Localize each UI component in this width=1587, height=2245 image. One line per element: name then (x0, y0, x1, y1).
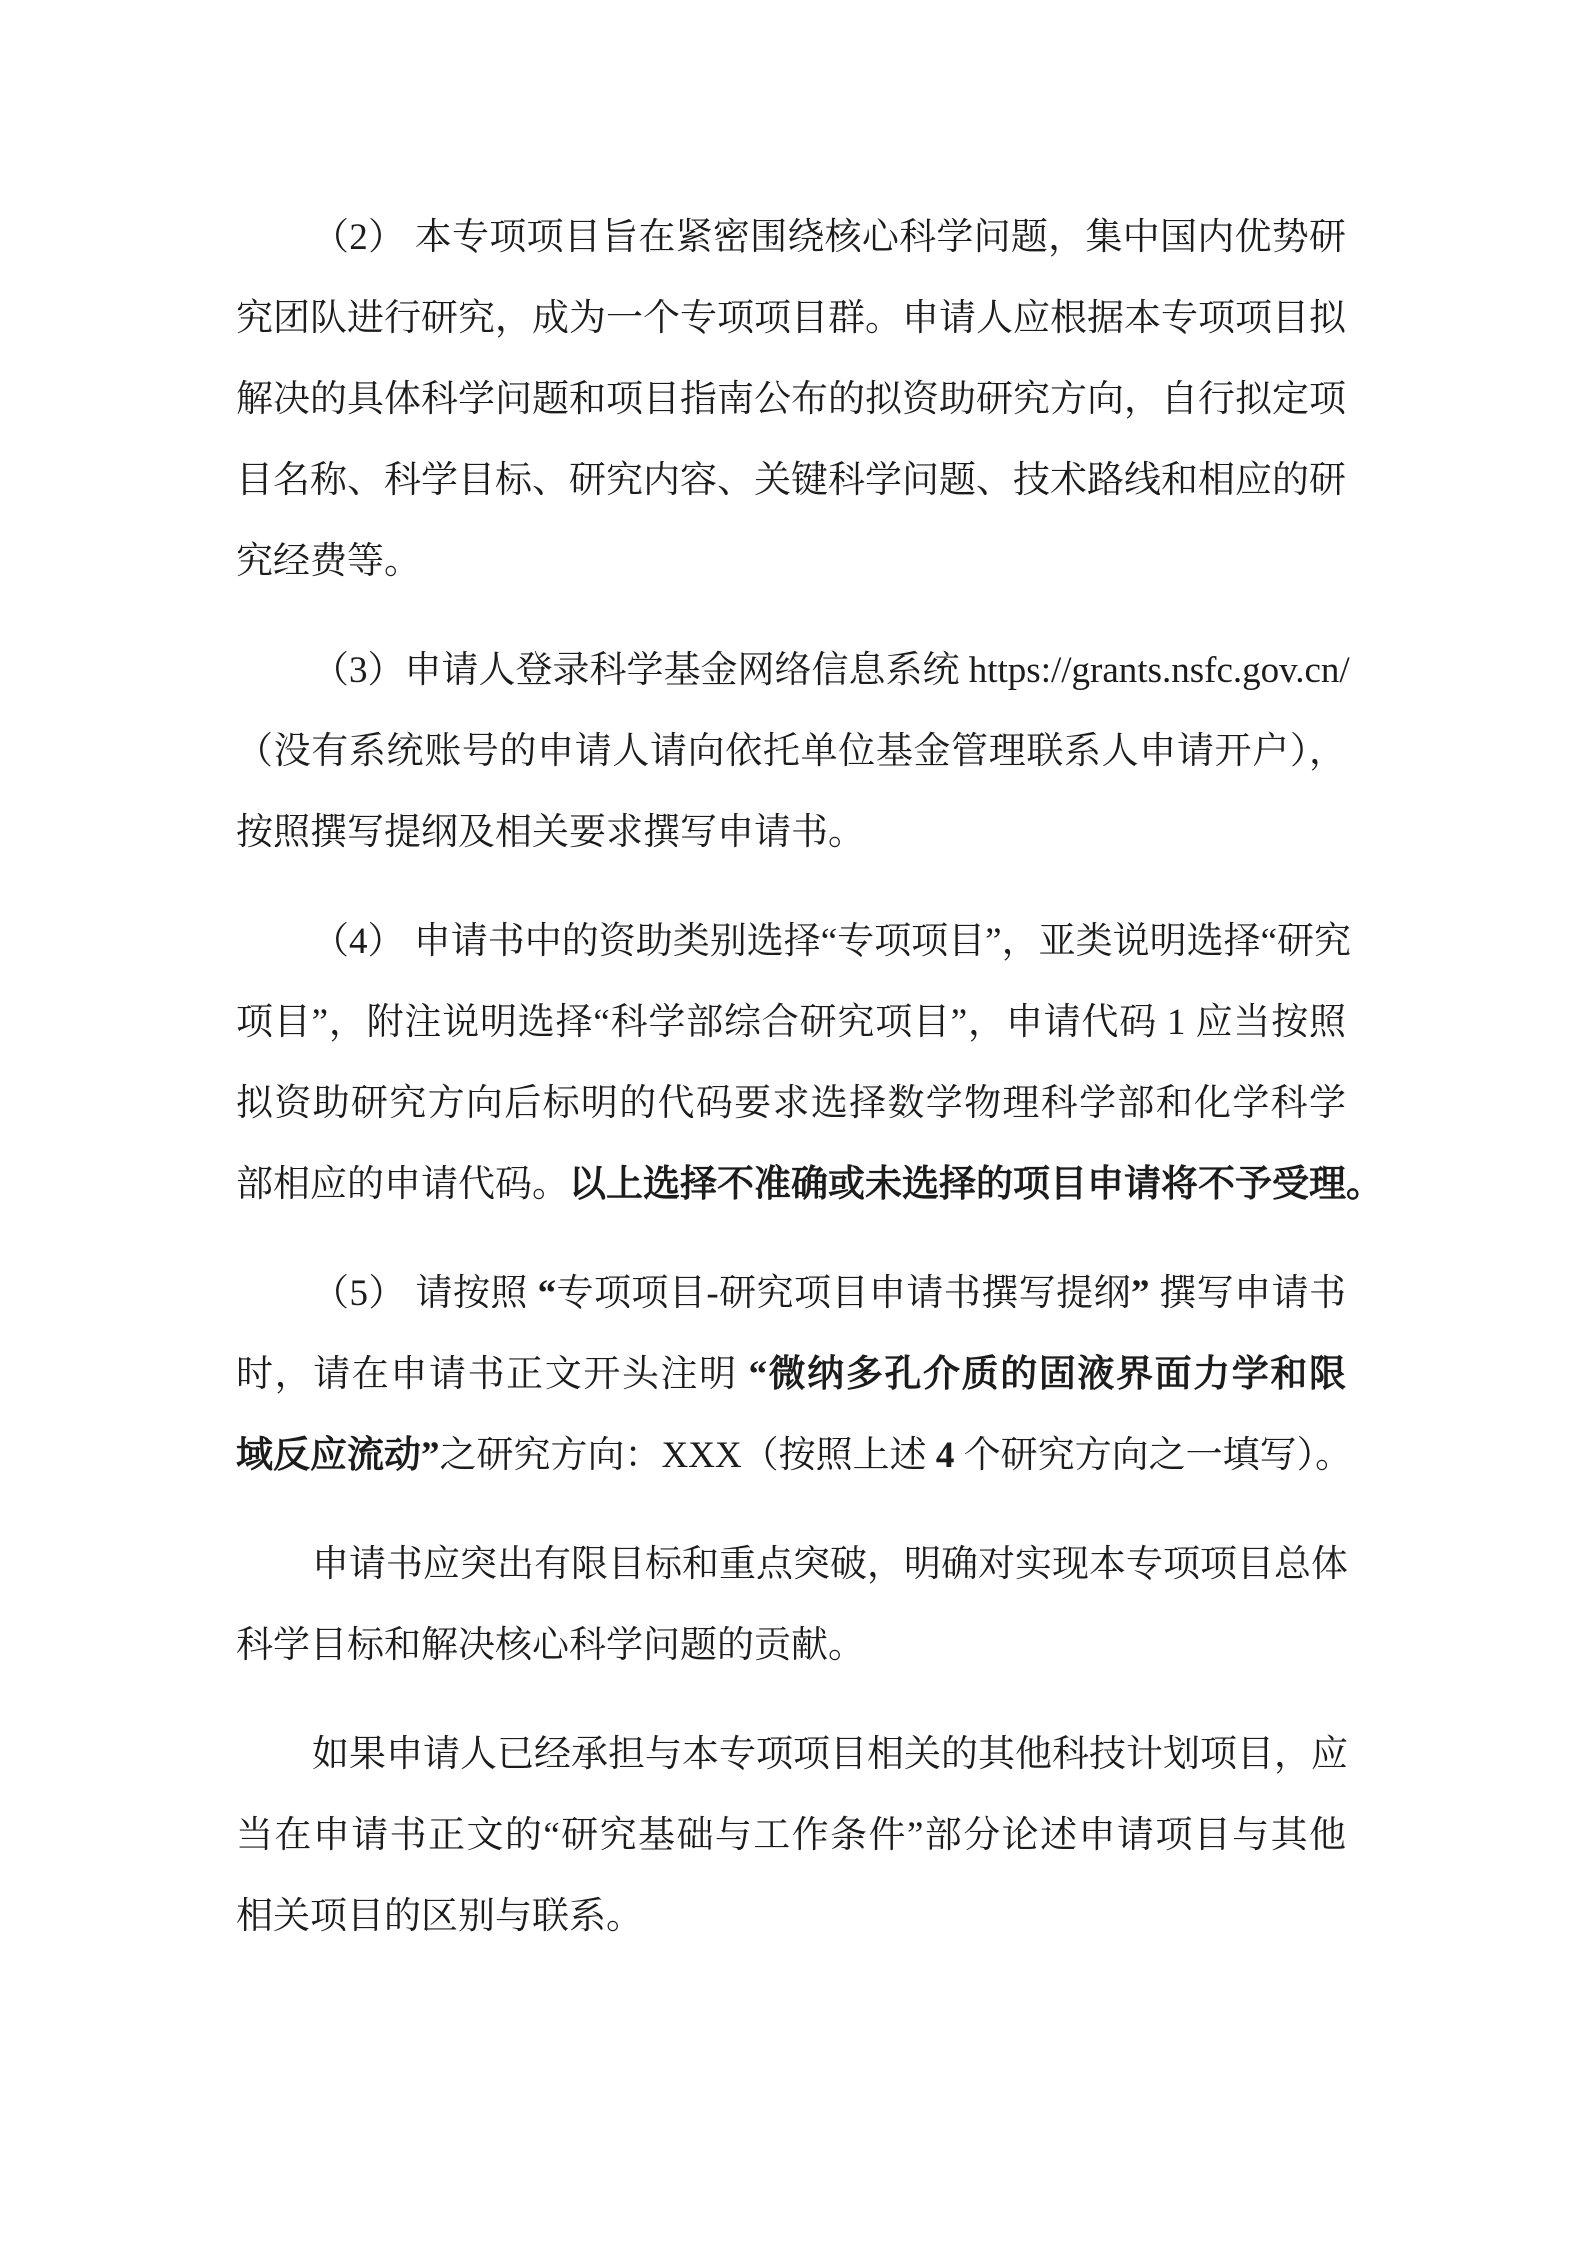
text-line (236, 982, 1346, 1063)
text-line (236, 1144, 1383, 1225)
text-line (236, 711, 1346, 792)
text-line (236, 1714, 1346, 1795)
text-run: 究团队进行研究，成为一个专项项目群。申请人应根据本专项项目拟 (236, 298, 1346, 339)
text-line (236, 1795, 1346, 1876)
text-line (236, 1524, 1346, 1605)
text-run: （4） 申请书中的资助类别选择“专项项目”，亚类说明选择“研究 (312, 921, 1352, 962)
text-run: 如果申请人已经承担与本专项项目相关的其他科技计划项目，应 (312, 1734, 1348, 1775)
text-run: 按照撰写提纲及相关要求撰写申请书。 (236, 812, 865, 853)
text-run: 申请书应突出有限目标和重点突破，明确对实现本专项项目总体 (312, 1544, 1348, 1585)
paragraph (236, 901, 1383, 1225)
text-run: （5） 请按照 (312, 1273, 538, 1314)
text-line (236, 1334, 1346, 1415)
text-run: 时，请在申请书正文开头注明 (236, 1354, 749, 1395)
document-body (236, 197, 1383, 1957)
text-line (236, 359, 1346, 440)
text-run: 解决的具体科学问题和项目指南公布的拟资助研究方向，自行拟定项 (236, 379, 1346, 420)
text-line (236, 440, 1346, 521)
text-run: （3）申请人登录科学基金网络信息系统 (312, 650, 969, 691)
text-run: 相关项目的区别与联系。 (236, 1896, 643, 1937)
text-run: 究经费等。 (236, 541, 421, 582)
text-line (236, 1063, 1346, 1144)
text-line (236, 901, 1352, 982)
url-text: https://grants.nsfc.gov.cn/ (968, 650, 1350, 691)
text-run: 科学目标和解决核心科学问题的贡献。 (236, 1625, 865, 1666)
text-run: 之研究方向：XXX（按照上述 (439, 1435, 936, 1476)
paragraph (236, 630, 1350, 873)
text-line (236, 1605, 1346, 1686)
bold-text-run: 4 (935, 1435, 955, 1476)
text-run: （2） 本专项项目旨在紧密围绕核心科学问题，集中国内优势研 (312, 217, 1346, 258)
bold-text-run: ” (1131, 1273, 1150, 1314)
text-line (236, 1253, 1346, 1334)
text-line (236, 521, 1346, 602)
text-run: （没有系统账号的申请人请向依托单位基金管理联系人申请开户）， (236, 731, 1346, 772)
bold-text-run: “ (537, 1273, 557, 1314)
paragraph (236, 1253, 1353, 1496)
text-line (236, 630, 1350, 711)
text-line (236, 792, 1346, 873)
bold-text-run: 域反应流动” (236, 1435, 440, 1476)
text-run: 当在申请书正文的“研究基础与工作条件”部分论述申请项目与其他 (236, 1815, 1346, 1856)
text-run: 拟资助研究方向后标明的代码要求选择数学物理科学部和化学科学 (236, 1083, 1346, 1124)
paragraph (236, 1524, 1346, 1686)
text-run: 部相应的申请代码。 (236, 1164, 569, 1205)
text-line (236, 197, 1346, 278)
text-line (236, 1415, 1353, 1496)
bold-text-run: 以上选择不准确或未选择的项目申请将不予受理。 (569, 1164, 1383, 1205)
text-run: 撰写申请书 (1149, 1273, 1347, 1314)
paragraph (236, 1714, 1346, 1957)
paragraph (236, 197, 1346, 602)
text-run: 专项项目-研究项目申请书撰写提纲 (556, 1273, 1132, 1314)
bold-text-run: “微纳多孔介质的固液界面力学和限 (748, 1354, 1346, 1395)
text-run: 项目”，附注说明选择“科学部综合研究项目”，申请代码 1 应当按照 (236, 1002, 1346, 1043)
text-run: 目名称、科学目标、研究内容、关键科学问题、技术路线和相应的研 (236, 460, 1346, 501)
text-line (236, 1876, 1346, 1957)
text-run: 个研究方向之一填写）。 (954, 1435, 1353, 1476)
text-line (236, 278, 1346, 359)
